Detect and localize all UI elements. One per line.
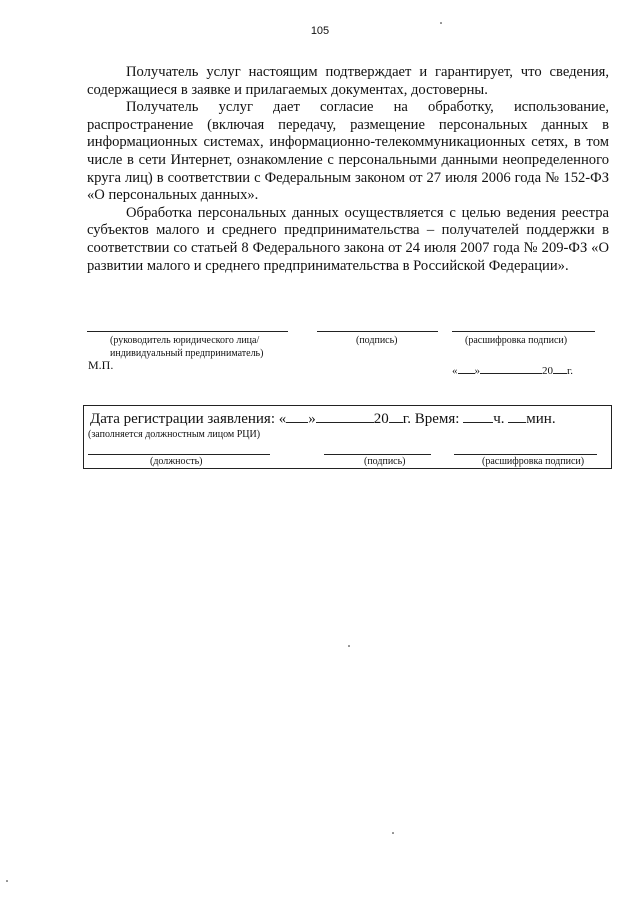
minutes-blank[interactable] — [508, 409, 526, 423]
time-label: Время: — [414, 411, 460, 427]
head-signature-line[interactable] — [87, 331, 288, 332]
reg-decoding-caption: (расшифровка подписи) — [482, 456, 585, 467]
consent-paragraph: Получатель услуг дает согласие на обработку, использование, распространение (включая передачу, размещение персональных данных в информационных системах, информационно-телекоммуникационных сетях, в том числе в сети Интернет, ознакомление с персональными данными неопределенного круга лиц) в соответствии с Федеральным законом от 27 июля 2006 года № 152-ФЗ «О персональных данных». — [87, 99, 609, 204]
document-body — [87, 64, 609, 275]
scan-speck — [392, 832, 394, 834]
processing-purpose-paragraph: Обработка персональных данных осуществляется с целью ведения реестра субъектов малого и среднего предпринимательства – получателей поддержки в соответствии со статьей 8 Федерального закона от 24 июля 2007 года № 209-ФЗ «О развитии малого и среднего предпринимательства в Российской Федерации». — [87, 204, 609, 274]
page-number: 105 — [310, 25, 330, 37]
hours-blank[interactable] — [463, 409, 493, 423]
day-blank[interactable] — [458, 360, 475, 374]
signature-date: « » 20 г. — [452, 360, 573, 377]
head-caption-line1: (руководитель юридического лица/ — [110, 335, 260, 346]
scan-speck — [6, 880, 8, 882]
stamp-label: М.П. — [88, 358, 114, 372]
reg-day-blank[interactable] — [286, 409, 308, 423]
registration-date-row: Дата регистрации заявления: « » 20 г. Время: ч. мин. — [90, 411, 556, 427]
confirmation-paragraph: Получатель услуг настоящим подтверждает и гарантирует, что сведения, содержащиеся в заявке и прилагаемых документах, достоверны. — [87, 64, 609, 98]
reg-signature-line[interactable] — [324, 454, 431, 455]
signature-caption: (подпись) — [356, 335, 398, 346]
scan-speck — [440, 22, 442, 24]
month-blank[interactable] — [480, 360, 542, 374]
scan-speck — [348, 645, 350, 647]
reg-year-blank[interactable] — [389, 409, 403, 423]
signature-line[interactable] — [317, 331, 438, 332]
year-blank[interactable] — [553, 360, 567, 374]
position-caption: (должность) — [150, 456, 203, 467]
registration-note: (заполняется должностным лицом РЦИ) — [88, 429, 261, 440]
reg-signature-caption: (подпись) — [364, 456, 406, 467]
reg-decoding-line[interactable] — [454, 454, 597, 455]
head-caption-line2: индивидуальный предприниматель) — [110, 348, 264, 359]
registration-label: Дата регистрации заявления: — [90, 411, 276, 427]
reg-month-blank[interactable] — [316, 409, 374, 423]
decoding-caption: (расшифровка подписи) — [465, 335, 568, 346]
position-line[interactable] — [88, 454, 270, 455]
decoding-line[interactable] — [452, 331, 595, 332]
registration-box — [83, 405, 612, 469]
